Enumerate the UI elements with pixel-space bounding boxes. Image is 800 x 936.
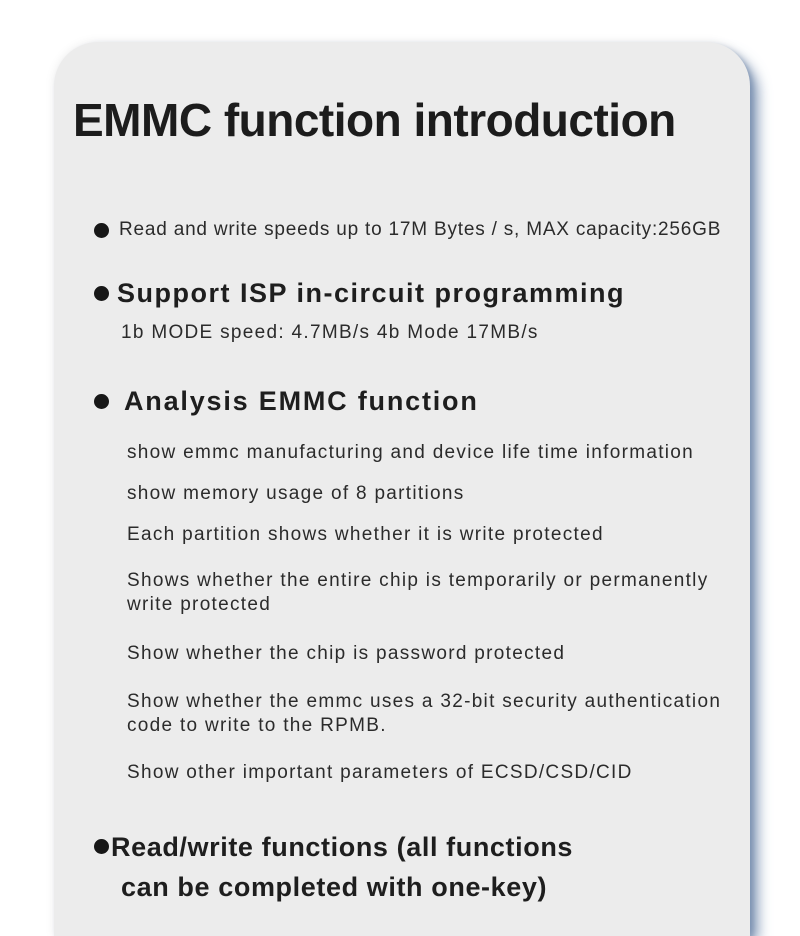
bullet-icon [94, 394, 109, 409]
feature-item-speed-label: Read and write speeds up to 17M Bytes / s, MAX capacity:256GB [119, 219, 722, 240]
feature-heading-analysis [94, 384, 479, 418]
feature-item-speed [94, 217, 721, 243]
analysis-detail-line [127, 441, 694, 465]
feature-card [54, 42, 750, 936]
detail-text: Show whether the emmc uses a 32-bit security authentication [127, 691, 722, 712]
analysis-detail-line [127, 761, 633, 785]
detail-text: show memory usage of 8 partitions [127, 483, 465, 504]
detail-text: write protected [127, 594, 272, 615]
feature-heading-readwrite-line1: Read/write functions (all functions [111, 832, 574, 862]
analysis-detail-line [127, 642, 565, 666]
feature-heading-analysis-label: Analysis EMMC function [124, 386, 479, 416]
detail-text: show emmc manufacturing and device life time information [127, 442, 695, 463]
analysis-detail-line [127, 690, 721, 738]
detail-text: Show other important parameters of ECSD/CSD/CID [127, 762, 633, 783]
detail-text: Show whether the chip is password protected [127, 643, 566, 664]
feature-heading-isp-label: Support ISP in-circuit programming [117, 278, 626, 308]
bullet-icon [94, 223, 109, 238]
analysis-detail-line [127, 523, 604, 547]
isp-speed-detail: 1b MODE speed: 4.7MB/s 4b Mode 17MB/s [121, 322, 539, 343]
feature-heading-isp [94, 276, 625, 310]
analysis-detail-line [127, 482, 465, 506]
detail-text: Shows whether the entire chip is temporarily or permanently [127, 570, 709, 591]
detail-text: Each partition shows whether it is write protected [127, 524, 604, 545]
detail-text: code to write to the RPMB. [127, 715, 387, 736]
feature-heading-readwrite [94, 827, 573, 907]
analysis-detail-line [127, 569, 709, 617]
bullet-icon [94, 839, 109, 854]
feature-heading-readwrite-line2: can be completed with one-key) [121, 872, 548, 902]
page-title: EMMC function introduction [73, 94, 676, 146]
bullet-icon [94, 286, 109, 301]
